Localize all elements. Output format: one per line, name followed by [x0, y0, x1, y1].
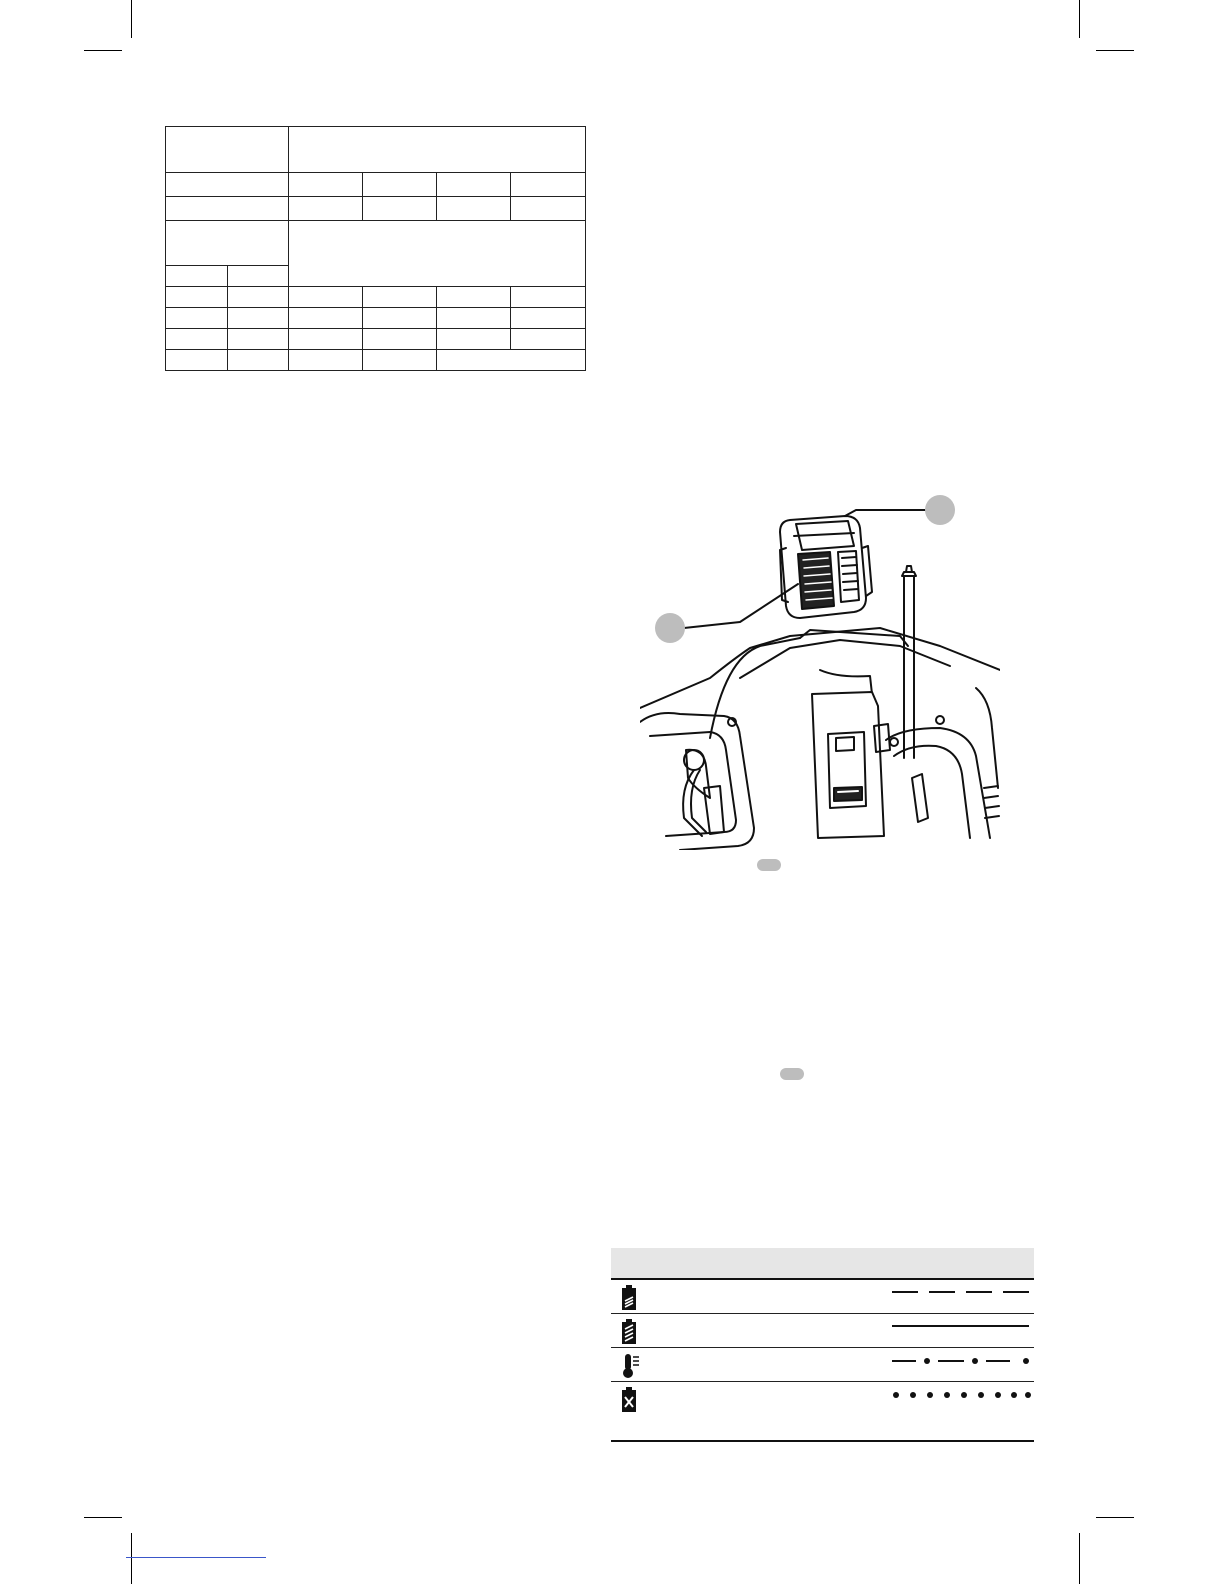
blink-pattern-dotted — [892, 1391, 1032, 1399]
table-row — [166, 127, 586, 173]
crop-mark — [1079, 1533, 1080, 1584]
hot-cold-pack-icon — [621, 1353, 641, 1379]
table-row — [166, 308, 586, 329]
blink-pattern-solid — [892, 1323, 1032, 1329]
crop-mark — [131, 0, 132, 38]
radio-body — [640, 628, 1000, 850]
figure-caption-badge — [757, 859, 781, 871]
table-row — [166, 350, 586, 371]
blink-pattern-dashed — [892, 1289, 1032, 1295]
table-row — [166, 329, 586, 350]
blink-pattern-dash-dot — [892, 1357, 1032, 1365]
callout-2-bullet — [655, 613, 685, 643]
crop-mark — [131, 1533, 132, 1584]
battery-charging-icon — [621, 1285, 637, 1311]
crop-mark — [1096, 1517, 1134, 1518]
legend-row — [611, 1382, 1034, 1442]
battery-pack — [780, 516, 872, 618]
indicator-legend-table — [611, 1248, 1034, 1442]
battery-install-figure — [640, 488, 1000, 850]
battery-full-icon — [621, 1319, 637, 1345]
legend-header — [611, 1248, 1034, 1280]
table-row — [166, 173, 586, 197]
table-row — [166, 287, 586, 308]
crop-mark — [1096, 50, 1134, 51]
legend-row — [611, 1280, 1034, 1314]
legend-row — [611, 1314, 1034, 1348]
legend-row — [611, 1348, 1034, 1382]
spec-table — [165, 126, 586, 371]
battery-fault-icon — [621, 1387, 637, 1413]
inline-reference-badge — [780, 1068, 804, 1080]
crop-mark — [84, 50, 122, 51]
crop-mark — [84, 1517, 122, 1518]
footer-link-underline[interactable] — [126, 1557, 266, 1558]
table-row — [166, 197, 586, 221]
callout-leader-1 — [845, 510, 926, 516]
callout-1-bullet — [925, 495, 955, 525]
table-row — [166, 221, 586, 266]
crop-mark — [1079, 0, 1080, 38]
